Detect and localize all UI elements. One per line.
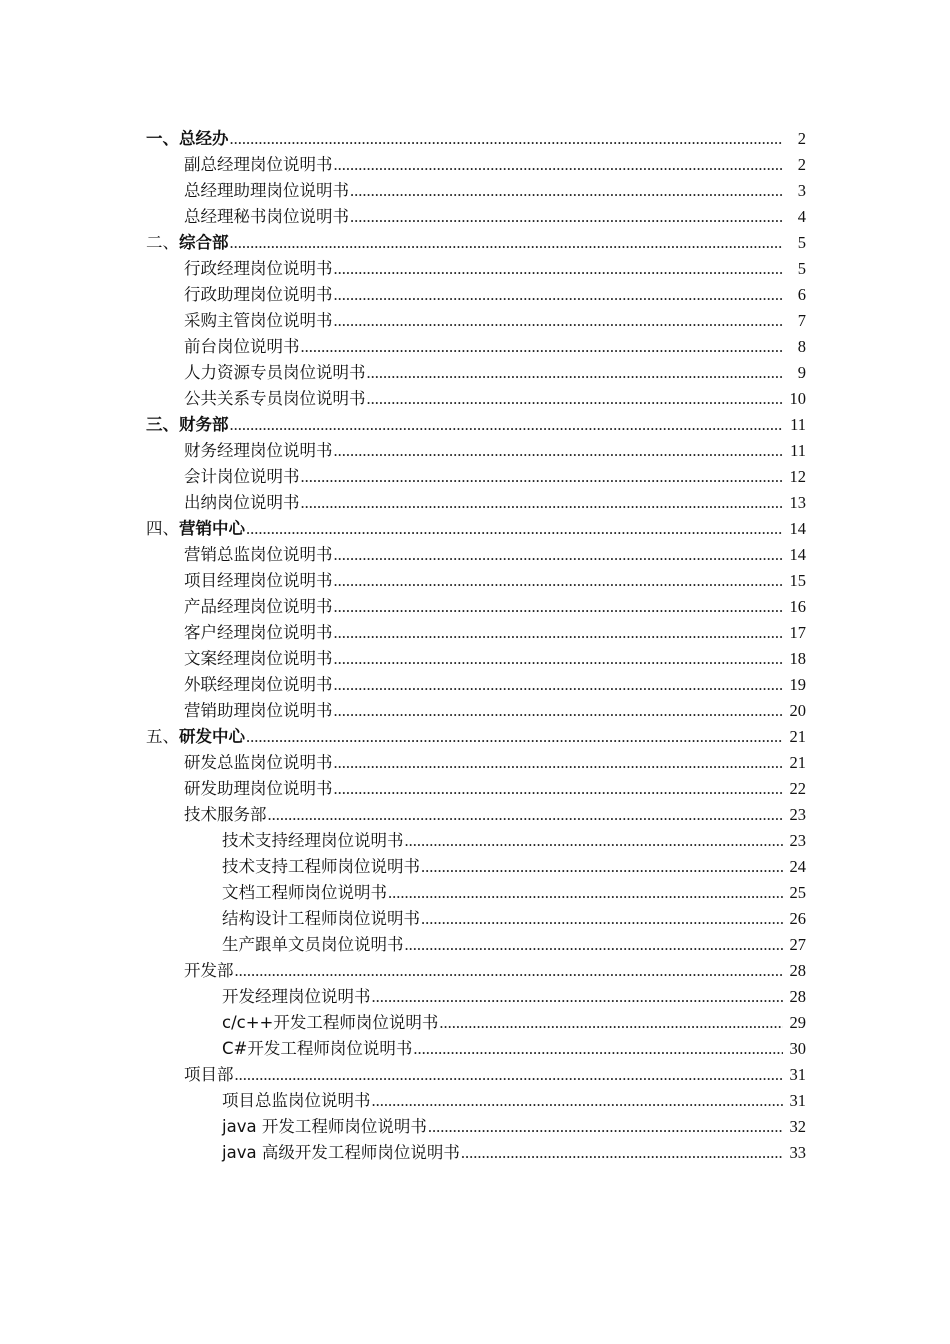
toc-entry-label: 总经理秘书岗位说明书 (184, 207, 349, 226)
toc-entry-label: 前台岗位说明书 (184, 337, 300, 356)
toc-page-number: 2 (797, 155, 806, 174)
dot-leader (421, 906, 783, 932)
toc-entry-title (222, 1114, 427, 1140)
toc-entry-title (222, 932, 404, 958)
toc-entry-title (222, 854, 420, 880)
dot-leader (428, 1114, 783, 1140)
toc-section-number: 三、 (146, 415, 179, 434)
toc-page-number: 26 (789, 909, 806, 928)
toc-entry-title (184, 1062, 234, 1088)
dot-leader (235, 958, 784, 984)
toc-entry[interactable] (0, 464, 950, 490)
toc-page-number: 15 (789, 571, 806, 590)
toc-entry-title-latin: java (222, 1143, 262, 1162)
toc-entry-label: 文档工程师岗位说明书 (222, 883, 387, 902)
table-of-contents (0, 126, 950, 1166)
toc-entry-title (222, 1010, 438, 1036)
toc-entry-title (184, 568, 333, 594)
dot-leader (388, 880, 783, 906)
toc-entry[interactable] (0, 542, 950, 568)
toc-entry-title (184, 594, 333, 620)
toc-entry-title (184, 308, 333, 334)
dot-leader (235, 1062, 784, 1088)
dot-leader (334, 620, 784, 646)
toc-entry-label: 开发工程师岗位说明书 (247, 1039, 413, 1058)
dot-leader (405, 932, 784, 958)
toc-entry[interactable] (0, 1062, 950, 1088)
toc-entry[interactable] (0, 204, 950, 230)
toc-entry[interactable] (0, 672, 950, 698)
toc-entry[interactable] (0, 152, 950, 178)
toc-section-entry[interactable] (0, 230, 950, 256)
toc-page-number: 8 (797, 337, 806, 356)
toc-entry-title-latin: java (222, 1117, 262, 1136)
toc-page-number: 29 (789, 1013, 806, 1032)
toc-page-number: 5 (797, 259, 806, 278)
toc-entry-title (184, 750, 333, 776)
toc-page-number: 32 (789, 1117, 806, 1136)
dot-leader (268, 802, 784, 828)
dot-leader (334, 438, 784, 464)
dot-leader (439, 1010, 783, 1036)
toc-page-number: 17 (789, 623, 806, 642)
toc-entry-title (184, 386, 366, 412)
dot-leader (461, 1140, 783, 1166)
dot-leader (334, 776, 784, 802)
toc-entry-label: 开发工程师岗位说明书 (261, 1117, 427, 1136)
toc-entry-label: 研发助理岗位说明书 (184, 779, 333, 798)
toc-page-number: 12 (789, 467, 806, 486)
dot-leader (334, 594, 784, 620)
toc-subentry[interactable] (0, 1140, 950, 1166)
dot-leader (413, 1036, 783, 1062)
toc-entry-title (184, 438, 333, 464)
toc-subentry[interactable] (0, 984, 950, 1010)
dot-leader (367, 360, 784, 386)
toc-entry-title (222, 1140, 460, 1166)
dot-leader (372, 1088, 784, 1114)
toc-entry[interactable] (0, 776, 950, 802)
dot-leader (334, 646, 784, 672)
toc-entry[interactable] (0, 490, 950, 516)
toc-section-number: 四、 (146, 519, 179, 538)
toc-entry-title-latin: C# (222, 1039, 248, 1058)
toc-entry-title (184, 334, 300, 360)
toc-page-number: 16 (789, 597, 806, 616)
toc-section-entry[interactable] (0, 516, 950, 542)
toc-entry-title (184, 178, 349, 204)
toc-entry-label: 技术支持经理岗位说明书 (222, 831, 404, 850)
toc-entry-label: 营销中心 (179, 519, 245, 538)
toc-entry-title (184, 282, 333, 308)
toc-subentry[interactable] (0, 1088, 950, 1114)
toc-page-number: 18 (789, 649, 806, 668)
toc-page-number: 21 (789, 753, 806, 772)
toc-entry-label: 财务部 (179, 415, 229, 434)
toc-entry-label: 行政助理岗位说明书 (184, 285, 333, 304)
toc-section-number: 一、 (146, 129, 179, 148)
toc-entry[interactable] (0, 750, 950, 776)
dot-leader (350, 204, 783, 230)
toc-entry-title (184, 360, 366, 386)
toc-entry-label: 行政经理岗位说明书 (184, 259, 333, 278)
toc-entry-label: 营销总监岗位说明书 (184, 545, 333, 564)
toc-section-number: 二、 (146, 233, 179, 252)
toc-entry-title (184, 646, 333, 672)
toc-entry-title (184, 204, 349, 230)
toc-section-entry[interactable] (0, 412, 950, 438)
toc-entry[interactable] (0, 360, 950, 386)
dot-leader (334, 568, 784, 594)
toc-page-number: 31 (789, 1091, 806, 1110)
toc-page-number: 14 (789, 545, 806, 564)
toc-entry-title (222, 984, 371, 1010)
toc-entry-title (184, 464, 300, 490)
toc-entry-label: 公共关系专员岗位说明书 (184, 389, 366, 408)
toc-entry[interactable] (0, 620, 950, 646)
toc-entry-label: 总经理助理岗位说明书 (184, 181, 349, 200)
toc-entry[interactable] (0, 802, 950, 828)
dot-leader (334, 152, 784, 178)
toc-entry-label: 营销助理岗位说明书 (184, 701, 333, 720)
toc-entry-label: 生产跟单文员岗位说明书 (222, 935, 404, 954)
toc-entry-label: 项目经理岗位说明书 (184, 571, 333, 590)
toc-entry-label: 高级开发工程师岗位说明书 (261, 1143, 460, 1162)
toc-page-number: 31 (789, 1065, 806, 1084)
toc-page-number: 23 (789, 831, 806, 850)
dot-leader (421, 854, 783, 880)
toc-entry-title (222, 880, 387, 906)
toc-entry[interactable] (0, 958, 950, 984)
dot-leader (334, 698, 784, 724)
toc-entry-label: 研发总监岗位说明书 (184, 753, 333, 772)
toc-entry-title (184, 256, 333, 282)
toc-entry[interactable] (0, 646, 950, 672)
dot-leader (246, 516, 783, 542)
dot-leader (301, 464, 784, 490)
toc-entry-label: 产品经理岗位说明书 (184, 597, 333, 616)
toc-subentry[interactable] (0, 854, 950, 880)
dot-leader (230, 126, 784, 152)
toc-subentry[interactable] (0, 880, 950, 906)
toc-page-number: 28 (789, 961, 806, 980)
dot-leader (301, 490, 784, 516)
toc-entry-label: 技术支持工程师岗位说明书 (222, 857, 420, 876)
dot-leader (230, 230, 784, 256)
toc-entry[interactable] (0, 594, 950, 620)
toc-page-number: 13 (789, 493, 806, 512)
toc-entry-title (222, 828, 404, 854)
toc-entry-label: 项目总监岗位说明书 (222, 1091, 371, 1110)
dot-leader (301, 334, 784, 360)
toc-entry[interactable] (0, 698, 950, 724)
toc-entry-label: 技术服务部 (184, 805, 267, 824)
toc-subentry[interactable] (0, 1036, 950, 1062)
toc-section-entry[interactable] (0, 126, 950, 152)
dot-leader (246, 724, 783, 750)
toc-entry-title (146, 724, 245, 750)
toc-page-number: 7 (797, 311, 806, 330)
dot-leader (230, 412, 784, 438)
toc-subentry[interactable] (0, 828, 950, 854)
toc-entry-title (222, 1036, 412, 1062)
toc-entry-label: 采购主管岗位说明书 (184, 311, 333, 330)
toc-page-number: 25 (789, 883, 806, 902)
toc-entry-label: 开发部 (184, 961, 234, 980)
toc-page-number: 24 (789, 857, 806, 876)
toc-entry[interactable] (0, 256, 950, 282)
toc-page-number: 11 (790, 441, 806, 460)
toc-entry-label: 外联经理岗位说明书 (184, 675, 333, 694)
toc-entry-label: 会计岗位说明书 (184, 467, 300, 486)
toc-entry-title (184, 802, 267, 828)
toc-entry-label: 客户经理岗位说明书 (184, 623, 333, 642)
toc-entry-title (222, 906, 420, 932)
toc-page-number: 28 (789, 987, 806, 1006)
toc-entry[interactable] (0, 282, 950, 308)
toc-entry-title (184, 490, 300, 516)
toc-entry[interactable] (0, 438, 950, 464)
toc-page-number: 6 (797, 285, 806, 304)
toc-subentry[interactable] (0, 1010, 950, 1036)
dot-leader (334, 542, 784, 568)
toc-entry[interactable] (0, 386, 950, 412)
toc-entry-title (184, 672, 333, 698)
toc-page-number: 19 (789, 675, 806, 694)
toc-page-number: 5 (797, 233, 806, 252)
toc-entry-title (184, 542, 333, 568)
toc-entry-label: 文案经理岗位说明书 (184, 649, 333, 668)
toc-entry-title (184, 152, 333, 178)
dot-leader (405, 828, 784, 854)
toc-section-entry[interactable] (0, 724, 950, 750)
toc-entry-title (184, 620, 333, 646)
toc-entry-title (184, 776, 333, 802)
dot-leader (334, 308, 784, 334)
toc-page-number: 2 (797, 129, 806, 148)
toc-entry[interactable] (0, 308, 950, 334)
toc-subentry[interactable] (0, 1114, 950, 1140)
toc-page-number: 20 (789, 701, 806, 720)
toc-entry-label: 人力资源专员岗位说明书 (184, 363, 366, 382)
toc-page-number: 30 (789, 1039, 806, 1058)
toc-entry[interactable] (0, 334, 950, 360)
toc-entry-label: 综合部 (179, 233, 229, 252)
toc-entry-title (222, 1088, 371, 1114)
dot-leader (350, 178, 783, 204)
toc-section-number: 五、 (146, 727, 179, 746)
toc-page-number: 33 (789, 1143, 806, 1162)
toc-entry[interactable] (0, 568, 950, 594)
toc-entry-label: 开发经理岗位说明书 (222, 987, 371, 1006)
toc-page-number: 9 (797, 363, 806, 382)
toc-entry-label: 开发工程师岗位说明书 (273, 1013, 439, 1032)
toc-page-number: 27 (789, 935, 806, 954)
toc-entry-title (184, 958, 234, 984)
toc-entry[interactable] (0, 178, 950, 204)
dot-leader (334, 282, 784, 308)
toc-page-number: 4 (797, 207, 806, 226)
toc-page-number: 22 (789, 779, 806, 798)
toc-page-number: 10 (789, 389, 806, 408)
toc-entry-title-latin: c/c++ (222, 1013, 274, 1032)
dot-leader (334, 256, 784, 282)
toc-entry-label: 研发中心 (179, 727, 245, 746)
toc-entry-label: 总经办 (179, 129, 229, 148)
toc-page-number: 14 (789, 519, 806, 538)
toc-page-number: 23 (789, 805, 806, 824)
toc-entry-title (146, 412, 229, 438)
toc-entry-label: 结构设计工程师岗位说明书 (222, 909, 420, 928)
toc-page-number: 11 (790, 415, 806, 434)
toc-entry-title (184, 698, 333, 724)
dot-leader (334, 672, 784, 698)
toc-entry-label: 财务经理岗位说明书 (184, 441, 333, 460)
toc-entry-label: 项目部 (184, 1065, 234, 1084)
dot-leader (372, 984, 784, 1010)
toc-entry-title (146, 230, 229, 256)
toc-entry-label: 出纳岗位说明书 (184, 493, 300, 512)
toc-page-number: 3 (797, 181, 806, 200)
toc-entry-title (146, 516, 245, 542)
dot-leader (367, 386, 784, 412)
toc-page-number: 21 (789, 727, 806, 746)
toc-subentry[interactable] (0, 906, 950, 932)
toc-entry-label: 副总经理岗位说明书 (184, 155, 333, 174)
dot-leader (334, 750, 784, 776)
toc-entry-title (146, 126, 229, 152)
toc-subentry[interactable] (0, 932, 950, 958)
